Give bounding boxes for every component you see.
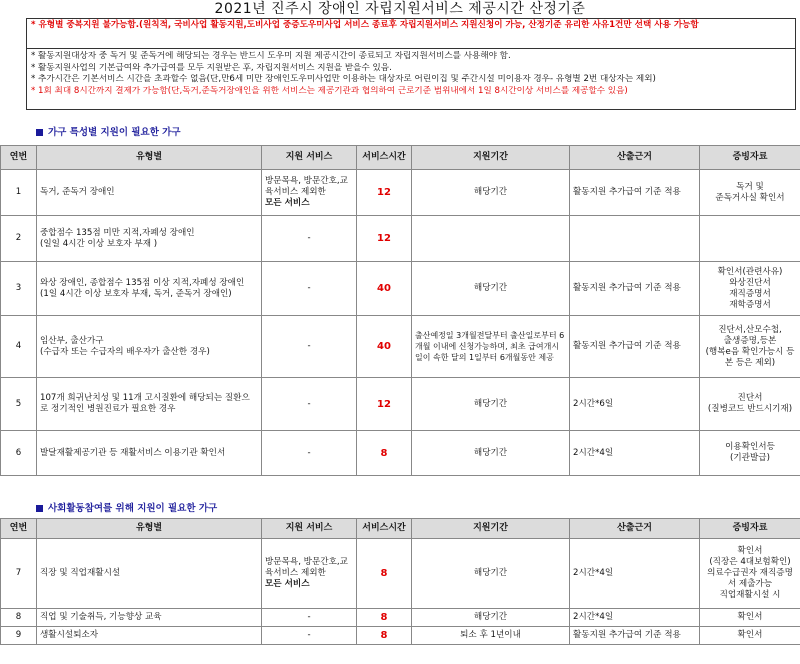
row-no: 5 xyxy=(1,378,37,431)
service-text: 방문목욕, 방문간호,교육서비스 제외한 xyxy=(265,176,348,197)
page-title: 2021년 진주시 장애인 자립지원서비스 제공시간 산정기준 xyxy=(214,1,586,17)
section-household-title xyxy=(36,124,181,138)
row-docs: 확인서 (직장은 4대보험확인) 의료수급권자 재직증명서 제출가능 직업재활시설 시 xyxy=(700,539,800,609)
row-docs: 진단서 (질병코드 반드시기재) xyxy=(700,378,800,431)
row-type: 직업 및 기술취득, 기능향상 교육 xyxy=(37,609,262,627)
service-text: - xyxy=(307,447,311,458)
duplicate-warning: * 유형별 중복지원 불가능함.(원칙적, 국비사업 활동지원,도비사업 중증도우미사업 서비스 종료후 자립지원서비스 지원신청이 가능, 산정기준 유리한 사유1건만 선택 사용 가능함 xyxy=(27,19,795,49)
row-period: 해당기간 xyxy=(412,378,570,431)
row-hours: 8 xyxy=(357,609,412,627)
row-no: 8 xyxy=(1,609,37,627)
row-hours: 12 xyxy=(357,170,412,216)
row-service xyxy=(262,378,357,431)
row-type: 독거, 준독거 장애인 xyxy=(37,170,262,216)
row-basis: 2시간*4일 xyxy=(570,431,700,476)
social-table xyxy=(0,518,800,645)
household-table xyxy=(0,145,800,476)
service-text: - xyxy=(307,283,311,293)
notice-lines xyxy=(27,49,795,99)
row-service xyxy=(262,431,357,476)
row-period: 해당기간 xyxy=(412,262,570,316)
header-period: 지원기간 xyxy=(412,146,570,170)
service-text: - xyxy=(307,630,311,640)
row-hours: 8 xyxy=(357,539,412,609)
row-no: 2 xyxy=(1,216,37,262)
row-type: 생활시설퇴소자 xyxy=(37,627,262,645)
row-docs: 확인서 xyxy=(700,627,800,645)
row-period: 출산예정일 3개월전달부터 출산일로부터 6개월 이내에 신청가능하며, 최초 급여개시일이 속한 달의 1일부터 6개월동안 제공 xyxy=(412,316,570,378)
header-type: 유형별 xyxy=(37,146,262,170)
row-service xyxy=(262,170,357,216)
section-social-title xyxy=(36,500,217,514)
row-period xyxy=(412,216,570,262)
section-label: 가구 특성별 지원이 필요한 가구 xyxy=(48,127,181,138)
row-type: 직장 및 직업재활시설 xyxy=(37,539,262,609)
row-no: 6 xyxy=(1,431,37,476)
service-text: 방문목욕, 방문간호,교육서비스 제외한 xyxy=(265,557,348,578)
row-hours: 8 xyxy=(357,627,412,645)
row-basis: 활동지원 추가급여 기준 적용 xyxy=(570,262,700,316)
row-service xyxy=(262,539,357,609)
header-docs: 증빙자료 xyxy=(700,146,800,170)
header-docs: 증빙자료 xyxy=(700,519,800,539)
row-period: 퇴소 후 1년이내 xyxy=(412,627,570,645)
row-docs: 이용확인서등 (기관발급) xyxy=(700,431,800,476)
service-bold-text: 모든 서비스 xyxy=(265,198,310,208)
row-period: 해당기간 xyxy=(412,609,570,627)
row-type: 중합점수 135점 미만 지적,자폐성 장애인 (일일 4시간 이상 보호자 부재 ) xyxy=(37,216,262,262)
row-hours: 12 xyxy=(357,216,412,262)
row-no: 4 xyxy=(1,316,37,378)
row-basis: 활동지원 추가급여 기준 적용 xyxy=(570,170,700,216)
header-type: 유형별 xyxy=(37,519,262,539)
row-docs xyxy=(700,216,800,262)
notice-line: * 활동지원사업의 기본급여와 추가급여를 모두 지원받은 후, 자립지원서비스 지원을 받을수 있음. xyxy=(31,62,392,73)
table-row xyxy=(1,431,800,476)
row-period: 해당기간 xyxy=(412,539,570,609)
row-basis xyxy=(570,216,700,262)
header-service: 지원 서비스 xyxy=(262,519,357,539)
row-no: 7 xyxy=(1,539,37,609)
row-service xyxy=(262,316,357,378)
row-type: 발달재활제공기관 등 재활서비스 이용기관 확인서 xyxy=(37,431,262,476)
row-basis: 2시간*4일 xyxy=(570,539,700,609)
service-bold-text: 모든 서비스 xyxy=(265,579,310,589)
header-basis: 산출근거 xyxy=(570,146,700,170)
section-label: 사회활동참여를 위해 지원이 필요한 가구 xyxy=(48,503,218,514)
notice-line-red: * 1회 최대 8시간까지 결제가 가능함(단,독거,준독거장애인을 위한 서비스는 제공기관과 협의하여 근로기준 범위내에서 1일 8시간이상 서비스를 제공할수 있음) xyxy=(31,85,628,96)
row-type: 와상 장애인, 종합점수 135점 이상 지적,자폐성 장애인 (1일 4시간 이상 보호자 부재, 독거, 준독거 장애인) xyxy=(37,262,262,316)
row-docs: 독거 및 준독거사실 확인서 xyxy=(700,170,800,216)
table-row xyxy=(1,609,800,627)
row-service xyxy=(262,262,357,316)
service-text: - xyxy=(307,612,311,622)
table-row xyxy=(1,216,800,262)
header-service: 지원 서비스 xyxy=(262,146,357,170)
row-docs: 확인서 xyxy=(700,609,800,627)
bullet-square-icon xyxy=(36,129,43,136)
row-period: 해당기간 xyxy=(412,170,570,216)
header-hours: 서비스시간 xyxy=(357,146,412,170)
bullet-square-icon xyxy=(36,505,43,512)
header-no: 연번 xyxy=(1,519,37,539)
table-row xyxy=(1,262,800,316)
service-text: - xyxy=(307,398,311,409)
row-hours: 12 xyxy=(357,378,412,431)
row-type: 임산부, 출산가구 (수급자 또는 수급자의 배우자가 출산한 경우) xyxy=(37,316,262,378)
table-row xyxy=(1,170,800,216)
row-hours: 8 xyxy=(357,431,412,476)
row-no: 9 xyxy=(1,627,37,645)
table-row xyxy=(1,627,800,645)
table-row xyxy=(1,539,800,609)
row-docs: 확인서(관련사유) 와상진단서 재직증명서 재학증명서 xyxy=(700,262,800,316)
header-hours: 서비스시간 xyxy=(357,519,412,539)
row-docs: 진단서,산모수첩, 출생증명,등본 (행복e음 확인가능시 등본 등은 제외) xyxy=(700,316,800,378)
row-no: 3 xyxy=(1,262,37,316)
header-period: 지원기간 xyxy=(412,519,570,539)
row-basis: 활동지원 추가급여 기준 적용 xyxy=(570,627,700,645)
table-row xyxy=(1,378,800,431)
table-header-row xyxy=(1,146,800,170)
table-header-row xyxy=(1,519,800,539)
row-hours: 40 xyxy=(357,262,412,316)
header-basis: 산출근거 xyxy=(570,519,700,539)
row-service xyxy=(262,627,357,645)
row-basis: 2시간*4일 xyxy=(570,609,700,627)
service-text: - xyxy=(307,233,311,243)
row-service xyxy=(262,216,357,262)
row-type: 107개 희귀난치성 및 11개 고시질환에 해당되는 질환으로 정기적인 병원진료가 필요한 경우 xyxy=(37,378,262,431)
row-period: 해당기간 xyxy=(412,431,570,476)
row-basis: 활동지원 추가급여 기준 적용 xyxy=(570,316,700,378)
row-no: 1 xyxy=(1,170,37,216)
row-hours: 40 xyxy=(357,316,412,378)
notice-line: * 추가시간은 기본서비스 시간을 초과할수 없음(단,만6세 미만 장애인도우미사업만 이용하는 대상자로 어린이집 및 주간시설 미이용자 경우- 유형별 2번 대상자는 제외) xyxy=(31,74,656,84)
notice-box xyxy=(26,18,796,110)
table-row xyxy=(1,316,800,378)
notice-line: * 활동지원대상자 중 독거 및 준독거에 해당되는 경우는 반드시 도우미 지원 제공시간이 종료되고 자립지원서비스를 사용해야 함. xyxy=(31,51,511,61)
row-service xyxy=(262,609,357,627)
header-no: 연번 xyxy=(1,146,37,170)
service-text: - xyxy=(307,341,311,351)
row-basis: 2시간*6일 xyxy=(570,378,700,431)
